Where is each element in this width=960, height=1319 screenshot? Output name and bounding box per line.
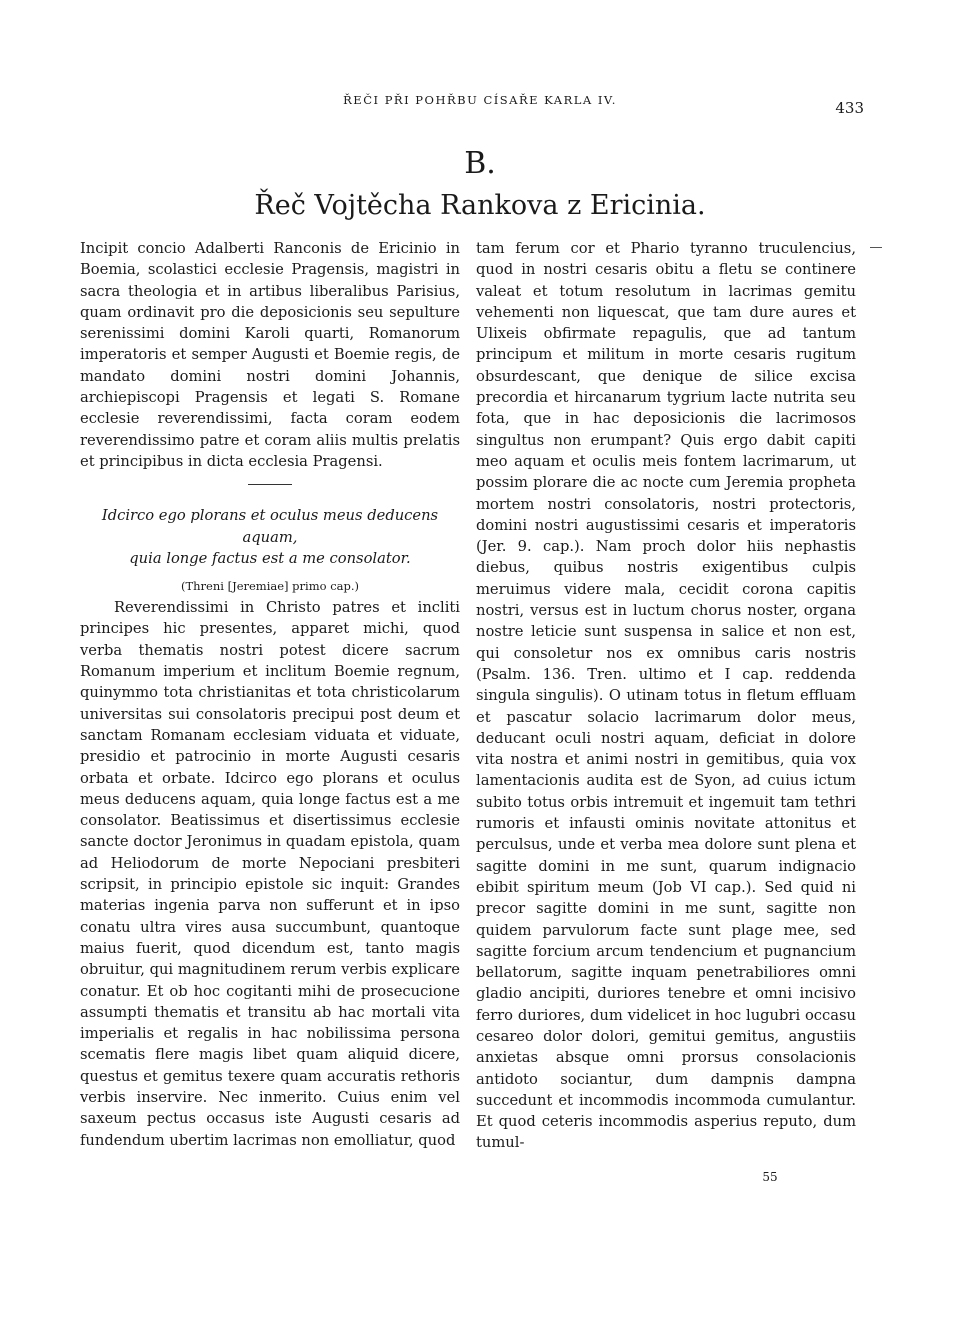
section-letter: B. (464, 146, 496, 181)
body-paragraph: Reverendissimi in Christo patres et incliti principes hic presentes, apparet michi, quod verba thematis nostri potest dicere sacrum Romanum imperium et inclitum Boemie regnum, quinymmo tota christianitas et tota christicolarum universitas sui consolatoris precipui post deum et sanctam Romanam ecclesiam viduata et viduate, presidio et patrocinio in morte Augusti cesaris orbata et orbate. Idcirco ego plorans et oculus meus deducens aquam, quia longe factus est a me consolator. Beatissimus et disertissimus ecclesie sancte doctor Jeronimus in quadam epistola, quam ad Heliodorum de morte Nepociani presbiteri scripsit, in principio epistole sic inquit: Grandes materias ingenia parva non sufferunt et in ipso conatu ultra vires ausa succumbunt, quantoque maius fuerit, quod dicendum est, tanto magis obruitur, qui magnitudinem rerum verbis explicare conatur. Et ob hoc cogitanti mihi de prosecucione assumpti thematis et transitu ab hac mortali vita imperialis et regalis in hac nobilissima persona scematis flere magis libet quam aliquid dicere, questus et gemitus texere quam accuratis rethoris verbis inservire. Nec inmerito. Cuius enim vel saxeum pectus occasus iste Augusti cesaris ad fundendum ubertim lacrimas non emolliatur, quod (80, 599, 460, 1149)
left-column (80, 238, 460, 1151)
section-divider (248, 484, 292, 485)
body-continuation: tam ferum cor et Phario tyranno truculencius, quod in nostri cesaris obitu a fletu se continere valeat et totum resolutum in lacrimas gemitu vehementi non liquescat, que tam dure aures et Ulixeis obfirmate repagulis, que ad tantum principum et militum in morte cesaris rugitum obsurdescant, que denique de silice excisa precordia et hircanarum tygrium lacte nutrita seu fota, que in hac deposicionis die lacrimosos singultus non erumpant? Quis ergo dabit capiti meo aquam et oculis meis fontem lacrimarum, ut possim plorare die ac nocte cum Jeremia propheta mortem nostri consolatoris, nostri protectoris, domini nostri augustissimi cesaris et imperatoris (Jer. 9. cap.). Nam proch dolor hiis nephastis diebus, quibus nostris exigentibus culpis meruimus videre mala, cecidit corona capitis nostri, versus est in luctum chorus noster, organa nostre leticie sunt suspensa in salice et non est, qui consoletur nos ex omnibus caris nostris (Psalm. 136. Tren. ultimo et I cap. reddenda singula singulis). O utinam totus in fletum effluam et pascatur solacio lacrimarum dolor meus, deducant oculi nostri aquam, deficiat in dolore vita nostra et animi nostri in gemitibus, quia vox lamentacionis audita est de Syon, ad cuius ictum subito totus orbis intremuit et ingemuit tam tethri rumoris et infausti ominis novitate attonitus et perculsus, unde et verba mea dolore sunt plena et sagitte domini in me sunt, quarum indignacio ebibit spiritum meum (Job VI cap.). Sed quid ni precor sagitte domini in me sunt, sagitte non quidem parvulorum facte sunt plage mee, sed sagitte forcium arcum tendencium et pugnancium bellatorum, sagitte inquam penetrabiliores omni gladio ancipiti, duriores tenebre et omni incisivo ferro duriores, dum videlicet in hoc lugubri occasu cesareo dolor dolori, gemitui gemitus, angustiis anxietas absque omni prorsus consolacionis antidoto sociantur, dum dampnis dampna succedunt et incommodis incommoda cumulantur. Et quod ceteris incommodis asperius reputo, dum tumul- (476, 240, 856, 1152)
page-number: 433 (835, 99, 864, 117)
motto-source: (Threni [Jeremiae] primo cap.) (180, 579, 360, 594)
margin-dash (870, 247, 882, 248)
incipit-paragraph: Incipit concio Adalberti Ranconis de Ericinio in Boemia, scolastici ecclesie Pragensis, magistri in sacra theologia et in artibus liberalibus Parisius, quam ordinavit pro die deposicionis seu sepulture serenissimi domini Karoli quarti, Romanorum imperatoris et semper Augusti et Boemie regis, de mandato domini nostri domini Johannis, archiepiscopi Pragensis et legati S. Romane ecclesie reverendissimi, facta coram eodem reverendissimo patre et coram aliis multis prelatis et principibus in dicta ecclesia Pragensi. (80, 240, 460, 470)
article-title: Řeč Vojtěcha Rankova z Ericinia. (254, 190, 706, 221)
motto-line-1: Idcirco ego plorans et oculus meus deducens aquam, (101, 507, 439, 546)
right-column (476, 238, 856, 1154)
motto-line-2: quia longe factus est a me consolator. (129, 549, 411, 567)
running-head: ŘEČI PŘI POHŘBU CÍSAŘE KARLA IV. (343, 93, 617, 107)
signature-mark: 55 (762, 1170, 778, 1184)
